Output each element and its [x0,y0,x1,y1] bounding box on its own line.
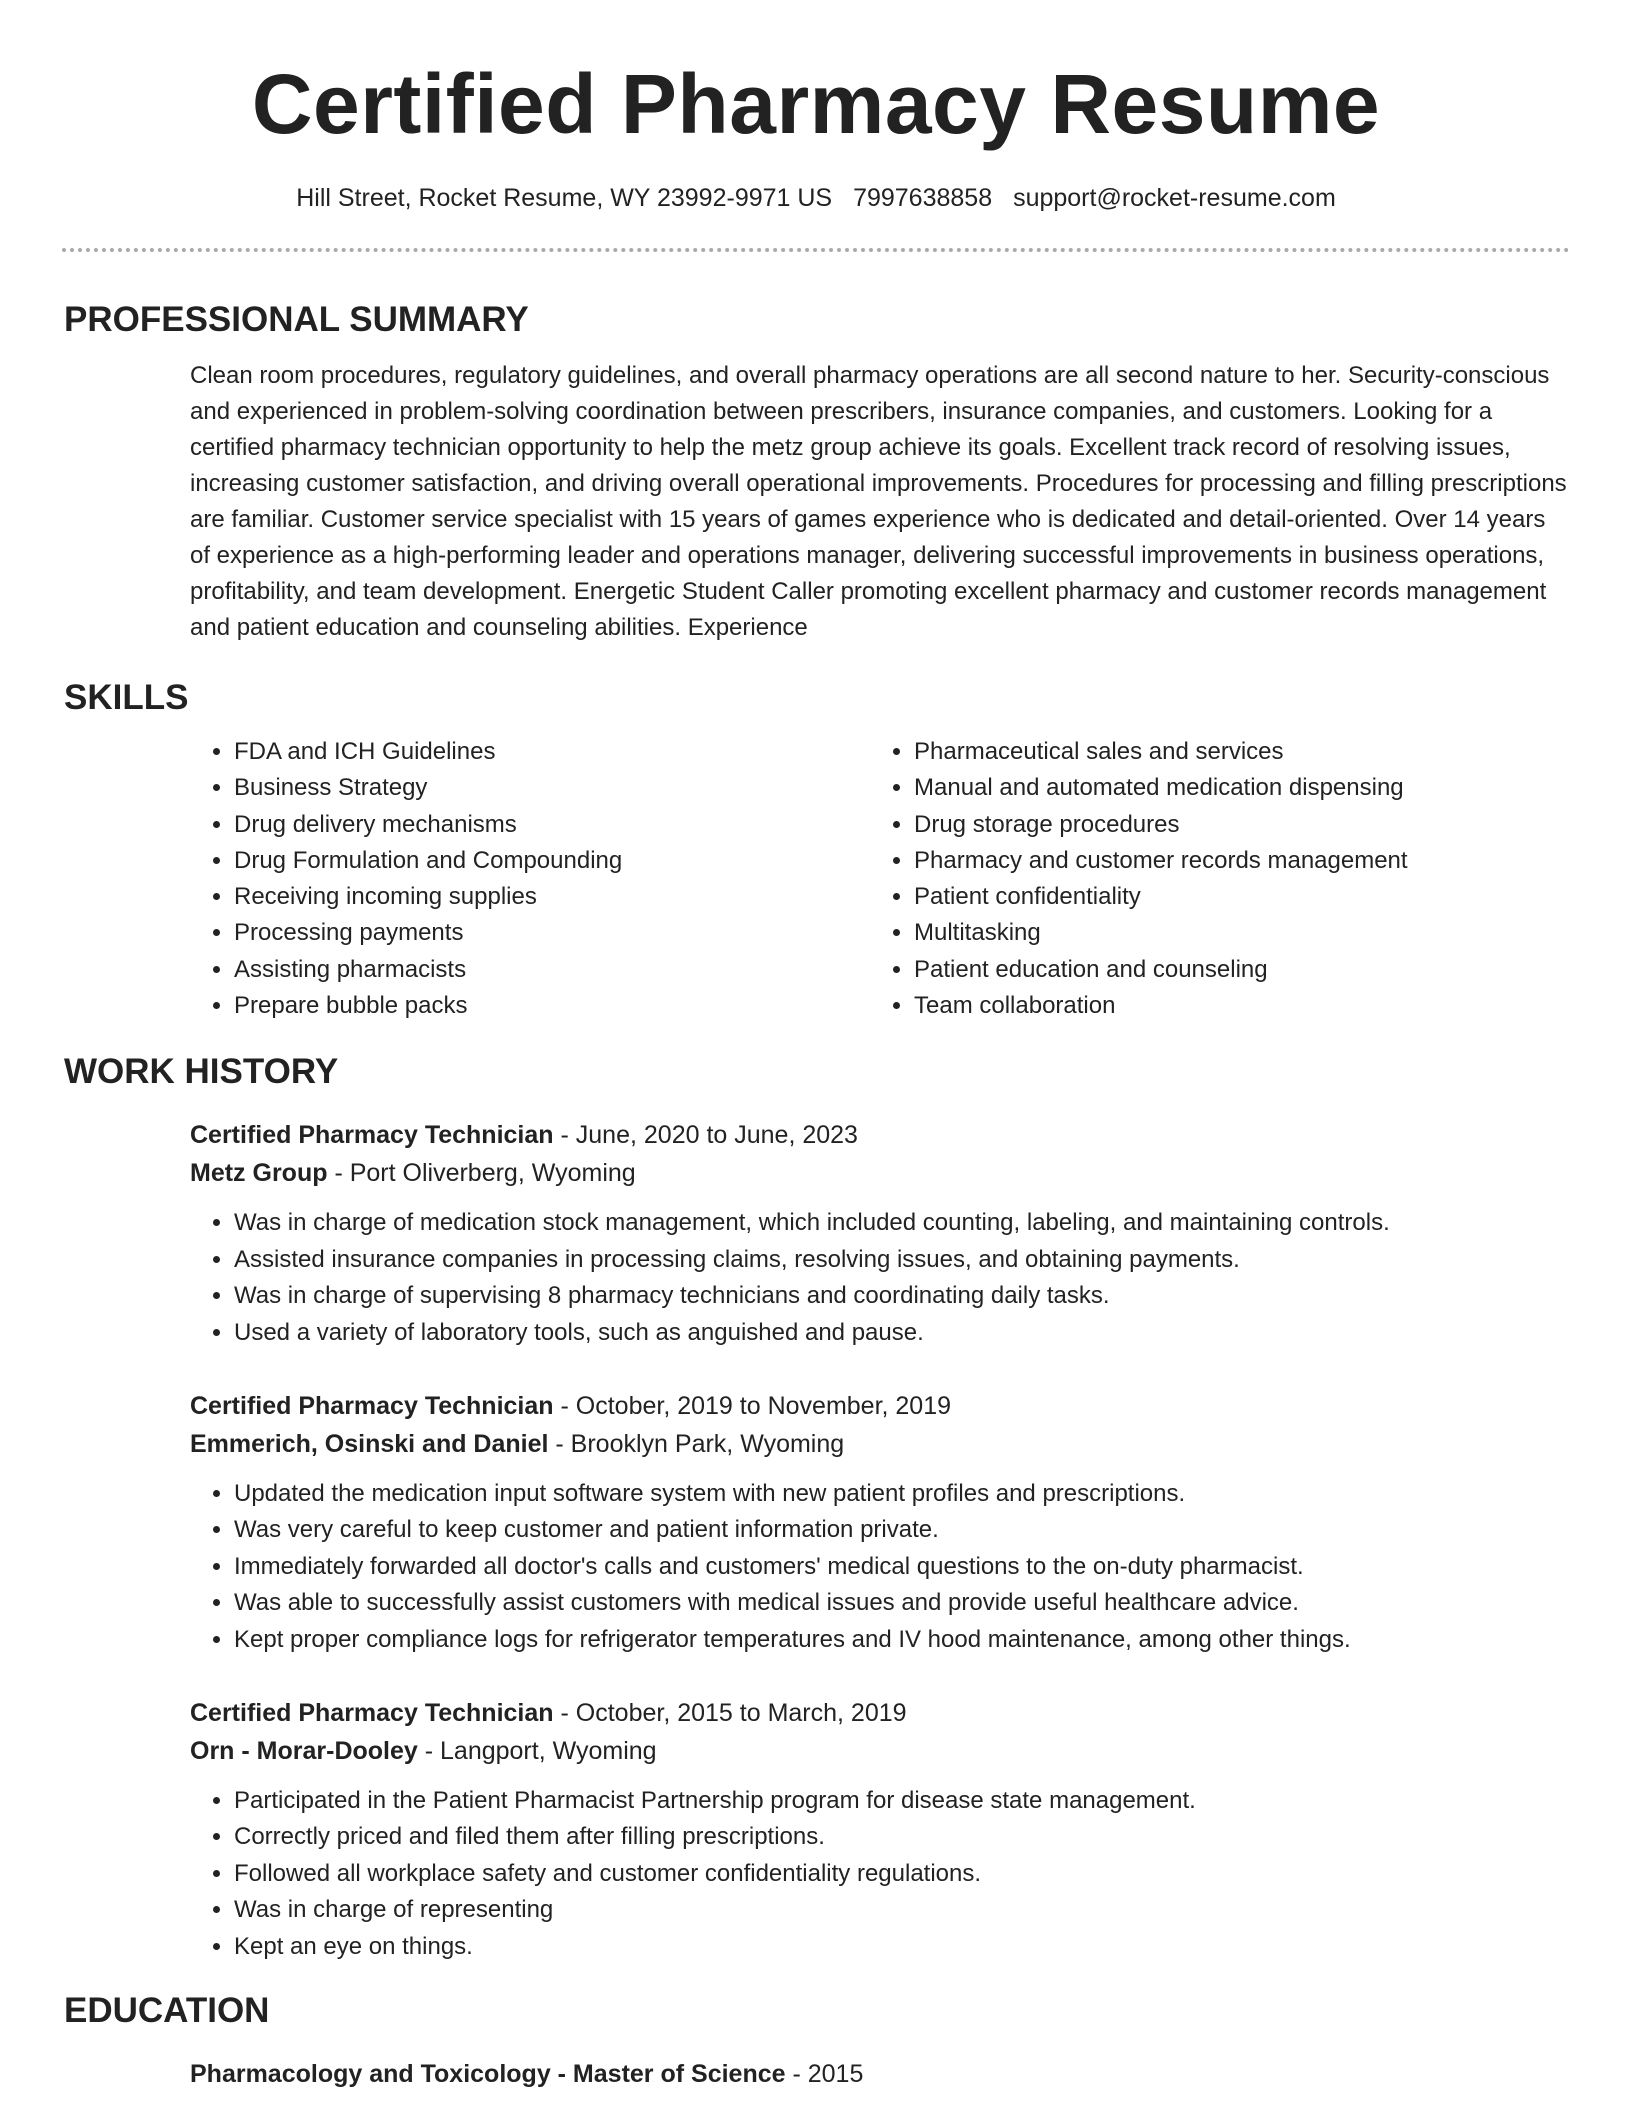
job-dates: - October, 2015 to March, 2019 [553,1699,907,1728]
skill-item: • Business Strategy [234,770,870,806]
work-history-section [64,1050,1570,1965]
job-bullet: • Correctly priced and filed them after filling prescriptions. [234,1819,1570,1855]
job-bullet: • Participated in the Patient Pharmacist Partnership program for disease state management. [234,1783,1570,1819]
professional-summary-section [64,298,1570,646]
job-company-line [190,1732,1570,1770]
skill-item: • Drug delivery mechanisms [234,807,870,843]
skill-item: • Multitasking [914,915,1550,951]
job-bullet: • Kept an eye on things. [234,1929,1570,1965]
education-section [64,1989,1570,2093]
section-heading-education: EDUCATION [64,1991,270,2031]
section-heading-work-history: WORK HISTORY [64,1052,339,1092]
skill-item: • Pharmacy and customer records management [914,843,1550,879]
skill-item: • Team collaboration [914,988,1550,1024]
job-bullet: • Used a variety of laboratory tools, such as anguished and pause. [234,1315,1570,1351]
section-heading-summary: PROFESSIONAL SUMMARY [64,300,529,339]
job-company: Metz Group [190,1159,328,1188]
job-location: - Brooklyn Park, Wyoming [548,1430,845,1458]
job-title: Certified Pharmacy Technician [190,1699,554,1728]
resume-title: Certified Pharmacy Resume [251,57,1381,151]
skills-list-right [870,734,1550,1024]
job-bullets [190,1476,1570,1658]
contact-email: support@rocket-resume.com [1013,184,1336,212]
contact-line [0,182,1632,214]
skill-item: • Patient confidentiality [914,879,1550,915]
job-title: Certified Pharmacy Technician [190,1121,554,1150]
summary-text: Clean room procedures, regulatory guidelines, and overall pharmacy operations are all second nature to her. Security-conscious and experienced in problem-solving coordination between prescribers, insurance companies, and customers. Looking for a certified pharmacy technician opportunity to help the metz group achieve its goals. Excellent track record of resolving issues, increasing customer satisfaction, and driving overall operational improvements. Procedures for processing and filling prescriptions are familiar. Customer service specialist with 15 years of games experience who is dedicated and detail-oriented. Over 14 years of experience as a high-performing leader and operations manager, delivering successful improvements in business operations, profitability, and team development. Energetic Student Caller promoting excellent pharmacy and customer records management and patient education and counseling abilities. Experience [190,362,1567,641]
job-title: Certified Pharmacy Technician [190,1392,554,1420]
job-company: Emmerich, Osinski and Daniel [190,1430,549,1458]
skills-columns [190,734,1570,1024]
skills-section [64,676,1570,1024]
job-bullet: • Followed all workplace safety and customer confidentiality regulations. [234,1856,1570,1892]
job-bullet: • Updated the medication input software system with new patient profiles and prescriptions. [234,1476,1570,1512]
job-title-line [190,1116,1570,1154]
job-bullets [190,1205,1570,1351]
job-location: - Langport, Wyoming [417,1737,657,1766]
education-entry [190,2055,1570,2093]
job-bullet: • Kept proper compliance logs for refrigerator temperatures and IV hood maintenance, among other things. [234,1622,1570,1658]
job-company: Orn - Morar-Dooley [190,1737,418,1766]
job-dates: - October, 2019 to November, 2019 [553,1392,952,1420]
job-bullet: • Was very careful to keep customer and patient information private. [234,1512,1570,1548]
job-bullet: • Was able to successfully assist customers with medical issues and provide useful healthcare advice. [234,1585,1570,1621]
education-degree: Pharmacology and Toxicology - Master of Science [190,2060,786,2089]
skill-item: • Drug storage procedures [914,807,1550,843]
contact-phone: 7997638858 [853,184,993,212]
job-entry [190,1387,1570,1658]
job-bullet: • Assisted insurance companies in processing claims, resolving issues, and obtaining payments. [234,1242,1570,1278]
job-bullet: • Was in charge of representing [234,1892,1570,1928]
skill-item: • Drug Formulation and Compounding [234,843,870,879]
skills-list-left [190,734,870,1024]
skill-item: • Patient education and counseling [914,952,1550,988]
education-year: - 2015 [785,2060,864,2089]
job-location: - Port Oliverberg, Wyoming [327,1159,636,1188]
job-bullet: • Was in charge of medication stock management, which included counting, labeling, and maintaining controls. [234,1205,1570,1241]
job-title-line [190,1387,1570,1425]
job-bullets [190,1783,1570,1965]
skill-item: • Manual and automated medication dispensing [914,770,1550,806]
job-entry [190,1694,1570,1965]
skill-item: • Assisting pharmacists [234,952,870,988]
job-entry [190,1116,1570,1351]
job-company-line [190,1154,1570,1192]
contact-address: Hill Street, Rocket Resume, WY 23992-9971 US [296,184,833,212]
job-dates: - June, 2020 to June, 2023 [553,1121,858,1150]
skill-item: • Receiving incoming supplies [234,879,870,915]
job-bullet: • Was in charge of supervising 8 pharmacy technicians and coordinating daily tasks. [234,1278,1570,1314]
job-title-line [190,1694,1570,1732]
skill-item: • Prepare bubble packs [234,988,870,1024]
header-divider [62,248,1570,252]
skill-item: • Processing payments [234,915,870,951]
section-heading-skills: SKILLS [64,678,189,717]
job-bullet: • Immediately forwarded all doctor's calls and customers' medical questions to the on-duty pharmacist. [234,1549,1570,1585]
skill-item: • FDA and ICH Guidelines [234,734,870,770]
job-company-line [190,1425,1570,1463]
skill-item: • Pharmaceutical sales and services [914,734,1550,770]
